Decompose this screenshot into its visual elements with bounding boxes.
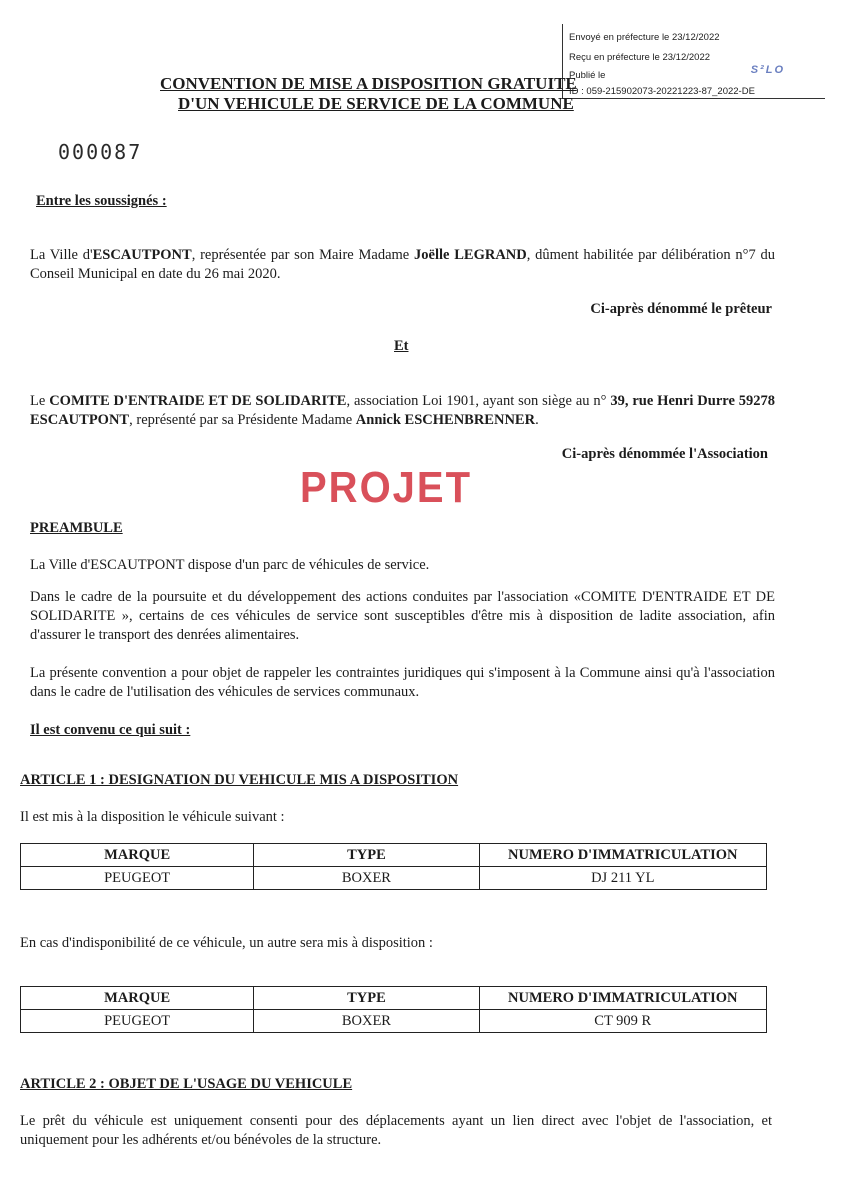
- preamble-paragraph-2: Dans le cadre de la poursuite et du développement des actions conduites par l'association «COMITE D'ENTRAIDE ET DE SOLIDARITE », certains de ces véhicules de service sont susceptibles d'être mis à disposition de ladite association, afin d'assurer le transport des denrées alimentaires.: [30, 589, 775, 643]
- association-address: 39, rue Henri Durre 59278 ESCAUTPONT: [30, 393, 776, 428]
- president-name: Annick ESCHENBRENNER: [355, 412, 536, 428]
- article-1-heading: ARTICLE 1 : DESIGNATION DU VEHICULE MIS A DISPOSITION: [20, 772, 459, 788]
- preamble-paragraph-1: La Ville d'ESCAUTPONT dispose d'un parc de véhicules de service.: [30, 557, 430, 573]
- table-header-row: [21, 987, 767, 1010]
- vehicle-type: BOXER: [254, 867, 479, 890]
- article-1-intro: Il est mis à la disposition le véhicule suivant :: [20, 809, 285, 825]
- vehicle-registration: DJ 211 YL: [479, 867, 766, 890]
- lender-text: La Ville d': [30, 247, 93, 263]
- agreed-heading: Il est convenu ce qui suit :: [30, 722, 191, 738]
- assoc-text: Le: [30, 393, 50, 409]
- table-header-row: [21, 844, 767, 867]
- parties-heading: Entre les soussignés :: [36, 193, 167, 209]
- column-header: NUMERO D'IMMATRICULATION: [479, 844, 766, 867]
- article-2-paragraph: Le prêt du véhicule est uniquement consenti pour des déplacements ayant un lien direct avec l'objet de l'association, et uniquement pour les adhérents et/ou bénévoles de la structure.: [20, 1113, 772, 1148]
- lender-city: ESCAUTPONT: [92, 247, 192, 263]
- vehicle-table: [20, 843, 767, 890]
- backup-vehicle-table: [20, 986, 767, 1033]
- document-title: [160, 74, 680, 114]
- association-label: Ci-après dénommée l'Association: [561, 446, 768, 462]
- assoc-text: , association Loi 1901, ayant son siège au n°: [346, 393, 611, 409]
- stamp-published: Publié le: [569, 70, 606, 81]
- lender-label: Ci-après dénommé le prêteur: [590, 301, 772, 317]
- vehicle-brand: PEUGEOT: [21, 1010, 254, 1033]
- title-line-1: CONVENTION DE MISE A DISPOSITION GRATUITE: [160, 74, 577, 93]
- stamp-id: ID : 059-215902073-20221223-87_2022-DE: [569, 86, 755, 97]
- lender-text: , représentée par son Maire Madame: [191, 247, 415, 263]
- table-row: [21, 1010, 767, 1033]
- title-line-2: D'UN VEHICULE DE SERVICE DE LA COMMUNE: [178, 94, 574, 113]
- projet-stamp: PROJET: [300, 464, 473, 512]
- preamble-paragraph-3: La présente convention a pour objet de rappeler les contraintes juridiques qui s'imposent à la Commune ainsi qu'à l'association dans le cadre de l'utilisation des véhicules de services communaux.: [30, 665, 775, 700]
- column-header: NUMERO D'IMMATRICULATION: [479, 987, 766, 1010]
- stamp-sent-date: Envoyé en préfecture le 23/12/2022: [569, 32, 720, 43]
- lender-text: , dûment habilitée par délibération n°7 du Conseil Municipal en date du 26 mai 2020.: [30, 247, 776, 282]
- vehicle-type: BOXER: [254, 1010, 479, 1033]
- document-number: 000087: [58, 140, 143, 164]
- preamble-heading: PREAMBULE: [30, 520, 123, 536]
- column-header: MARQUE: [21, 987, 254, 1010]
- association-name: COMITE D'ENTRAIDE ET DE SOLIDARITE: [49, 393, 347, 409]
- table-row: [21, 867, 767, 890]
- vehicle-registration: CT 909 R: [479, 1010, 766, 1033]
- column-header: TYPE: [254, 844, 479, 867]
- and-separator: Et: [394, 338, 409, 354]
- article-2-heading: ARTICLE 2 : OBJET DE L'USAGE DU VEHICULE: [20, 1076, 353, 1092]
- assoc-text: , représenté par sa Présidente Madame: [129, 412, 356, 428]
- lender-paragraph: [30, 246, 775, 284]
- article-1-backup-intro: En cas d'indisponibilité de ce véhicule, un autre sera mis à disposition :: [20, 935, 433, 951]
- stamp-received-date: Reçu en préfecture le 23/12/2022: [569, 52, 711, 63]
- vehicle-brand: PEUGEOT: [21, 867, 254, 890]
- stamp-logo: S²LO: [750, 64, 785, 76]
- column-header: MARQUE: [21, 844, 254, 867]
- mayor-name: Joëlle LEGRAND: [414, 247, 527, 263]
- assoc-text: .: [535, 412, 539, 428]
- column-header: TYPE: [254, 987, 479, 1010]
- association-paragraph: [30, 392, 775, 430]
